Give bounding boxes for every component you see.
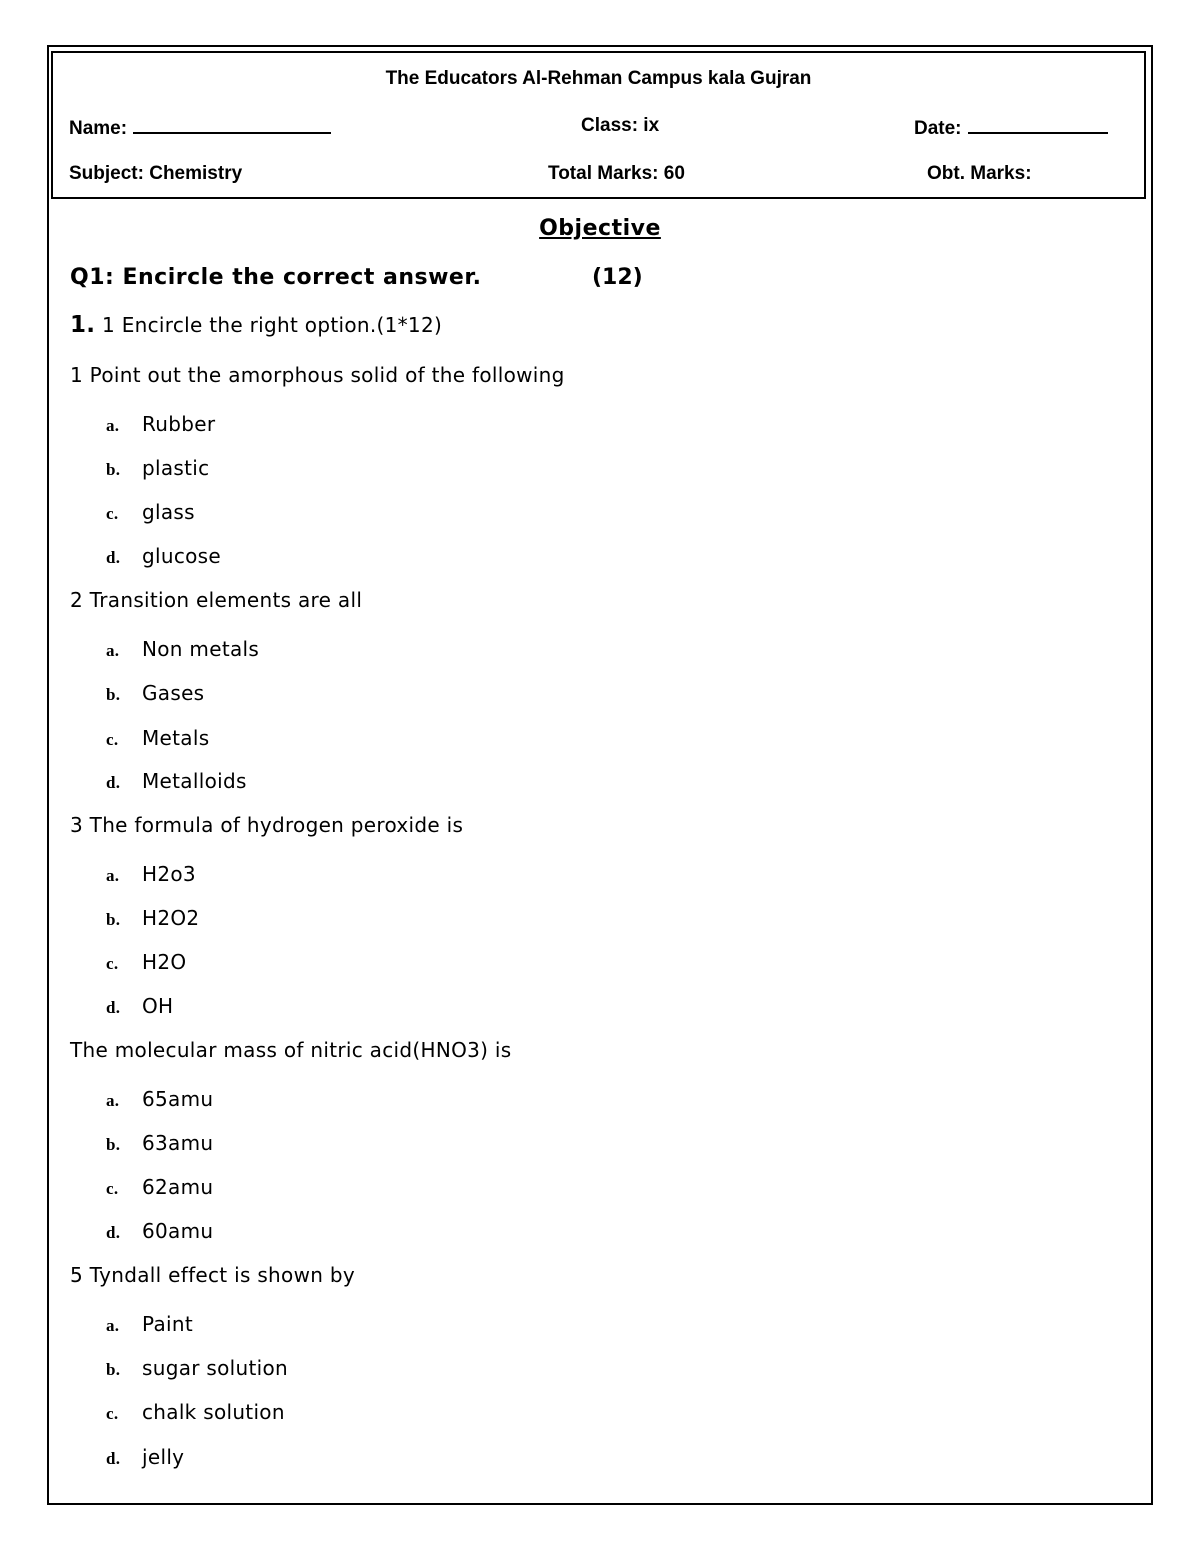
option-item[interactable] bbox=[106, 1314, 193, 1334]
option-letter: d. bbox=[106, 773, 121, 792]
option-letter: a. bbox=[106, 1316, 120, 1335]
option-item[interactable] bbox=[106, 908, 199, 928]
option-letter: a. bbox=[106, 416, 120, 435]
option-letter: b. bbox=[106, 1360, 121, 1379]
option-letter: d. bbox=[106, 998, 121, 1017]
option-item[interactable] bbox=[106, 864, 196, 884]
obt-marks-label: Obt. Marks: bbox=[927, 163, 1032, 184]
option-letter: b. bbox=[106, 460, 121, 479]
option-letter: c. bbox=[106, 1404, 119, 1423]
section-title: Objective bbox=[539, 216, 661, 241]
option-text: glass bbox=[142, 500, 195, 524]
option-item[interactable] bbox=[106, 414, 215, 434]
option-letter: b. bbox=[106, 685, 121, 704]
option-text: 62amu bbox=[142, 1175, 214, 1199]
option-text: jelly bbox=[142, 1445, 185, 1469]
date-field bbox=[914, 116, 1108, 138]
option-text: 63amu bbox=[142, 1131, 214, 1155]
date-label: Date: bbox=[914, 118, 962, 139]
option-text: 60amu bbox=[142, 1219, 214, 1243]
option-item[interactable] bbox=[106, 683, 204, 703]
header-box bbox=[51, 51, 1146, 199]
option-letter: a. bbox=[106, 866, 120, 885]
option-item[interactable] bbox=[106, 771, 247, 791]
school-name: The Educators Al-Rehman Campus kala Gujran bbox=[385, 68, 812, 89]
option-text: plastic bbox=[142, 456, 210, 480]
option-letter: b. bbox=[106, 910, 121, 929]
name-field bbox=[69, 116, 331, 138]
option-item[interactable] bbox=[106, 1358, 288, 1378]
name-label: Name: bbox=[69, 118, 128, 139]
option-text: Non metals bbox=[142, 637, 260, 661]
option-text: H2O bbox=[142, 950, 187, 974]
option-letter: d. bbox=[106, 1449, 121, 1468]
subject-label: Subject: Chemistry bbox=[69, 163, 243, 184]
option-item[interactable] bbox=[106, 728, 209, 748]
class-label: Class: ix bbox=[581, 115, 660, 136]
option-text: Gases bbox=[142, 681, 205, 705]
option-letter: c. bbox=[106, 504, 119, 523]
option-text: OH bbox=[142, 994, 174, 1018]
question-text: 1 Point out the amorphous solid of the following bbox=[70, 363, 565, 387]
option-item[interactable] bbox=[106, 1177, 213, 1197]
date-blank bbox=[968, 116, 1108, 134]
option-text: Rubber bbox=[142, 412, 216, 436]
option-item[interactable] bbox=[106, 639, 259, 659]
option-text: H2o3 bbox=[142, 862, 196, 886]
option-letter: d. bbox=[106, 548, 121, 567]
option-letter: b. bbox=[106, 1135, 121, 1154]
q1-title: Q1: Encircle the correct answer. bbox=[70, 265, 482, 290]
option-letter: d. bbox=[106, 1223, 121, 1242]
option-text: 65amu bbox=[142, 1087, 214, 1111]
option-letter: c. bbox=[106, 954, 119, 973]
instruction-line bbox=[70, 314, 442, 337]
option-item[interactable] bbox=[106, 1402, 285, 1422]
question-text: 3 The formula of hydrogen peroxide is bbox=[70, 813, 464, 837]
option-item[interactable] bbox=[106, 1089, 213, 1109]
option-item[interactable] bbox=[106, 502, 195, 522]
option-item[interactable] bbox=[106, 1447, 184, 1467]
q1-marks: (12) bbox=[592, 265, 643, 290]
option-item[interactable] bbox=[106, 546, 221, 566]
instruction-number: 1. bbox=[70, 312, 96, 338]
option-text: chalk solution bbox=[142, 1400, 285, 1424]
option-text: Paint bbox=[142, 1312, 193, 1336]
option-text: glucose bbox=[142, 544, 221, 568]
question-text: The molecular mass of nitric acid(HNO3) is bbox=[70, 1038, 512, 1062]
instruction-text: 1 Encircle the right option.(1*12) bbox=[102, 313, 443, 337]
option-letter: a. bbox=[106, 1091, 120, 1110]
option-text: Metalloids bbox=[142, 769, 247, 793]
option-item[interactable] bbox=[106, 1133, 213, 1153]
option-letter: c. bbox=[106, 730, 119, 749]
option-item[interactable] bbox=[106, 1221, 213, 1241]
question-text: 2 Transition elements are all bbox=[70, 588, 363, 612]
total-marks-label: Total Marks: 60 bbox=[548, 163, 685, 184]
option-letter: c. bbox=[106, 1179, 119, 1198]
option-item[interactable] bbox=[106, 458, 209, 478]
option-item[interactable] bbox=[106, 996, 173, 1016]
option-letter: a. bbox=[106, 641, 120, 660]
question-text: 5 Tyndall effect is shown by bbox=[70, 1263, 355, 1287]
option-text: sugar solution bbox=[142, 1356, 289, 1380]
option-text: Metals bbox=[142, 726, 210, 750]
name-blank bbox=[133, 116, 331, 134]
option-item[interactable] bbox=[106, 952, 186, 972]
option-text: H2O2 bbox=[142, 906, 200, 930]
